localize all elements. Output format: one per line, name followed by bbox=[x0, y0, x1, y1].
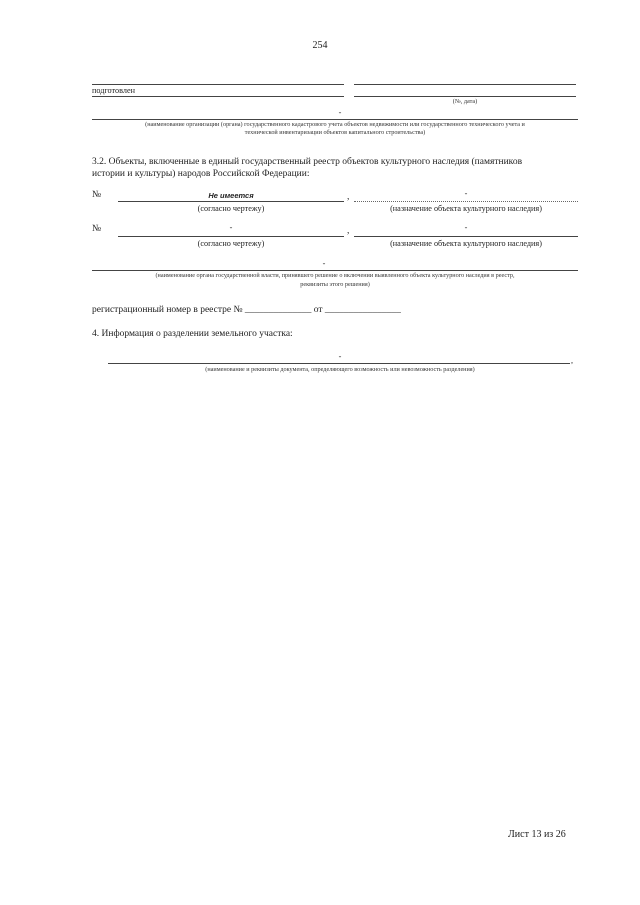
header-top-line-right bbox=[354, 84, 576, 85]
doc-number-underline bbox=[354, 96, 576, 97]
registry-number-text: регистрационный номер в реестре № ______________ от ________________ bbox=[92, 305, 401, 315]
row1-purpose-value: - bbox=[464, 189, 468, 198]
section-4-trailing-comma: , bbox=[571, 356, 574, 365]
row1-purpose-caption: (назначение объекта культурного наследия) bbox=[390, 204, 542, 213]
section-3-2-heading-line1: 3.2. Объекты, включенные в единый государственный реестр объектов культурного наследия (памятников bbox=[92, 157, 523, 167]
row2-purpose-value: - bbox=[464, 223, 468, 232]
page-number: 254 bbox=[312, 40, 328, 51]
organization-underline bbox=[92, 119, 578, 120]
organization-dash: - bbox=[338, 108, 342, 117]
row2-value: - bbox=[229, 223, 233, 232]
organization-caption-line2: технической инвентаризации объектов капитального строительства) bbox=[244, 129, 426, 136]
authority-underline bbox=[92, 270, 578, 271]
prepared-label: подготовлен bbox=[92, 86, 135, 95]
sheet-label: Лист 13 из 26 bbox=[508, 829, 566, 840]
section-3-2-heading-line2: истории и культуры) народов Российской Федерации: bbox=[92, 169, 310, 179]
row1-value-caption: (согласно чертежу) bbox=[197, 204, 265, 213]
row2-value-underline bbox=[118, 236, 344, 237]
authority-caption-line2: реквизиты этого решения) bbox=[300, 281, 370, 288]
row1-value: Не имеется bbox=[208, 191, 254, 200]
row1-number-sign: № bbox=[92, 190, 102, 200]
authority-caption-line1: (наименование органа государственной власти, принявшего решение о включении выявленного объекта культурного наследия в реестр, bbox=[155, 272, 515, 279]
prepared-underline bbox=[92, 96, 344, 97]
row1-purpose-underline bbox=[354, 201, 578, 202]
authority-dash: - bbox=[322, 259, 326, 268]
row1-separator: , bbox=[347, 192, 350, 202]
row2-purpose-caption: (назначение объекта культурного наследия) bbox=[390, 239, 542, 248]
section-4-caption: (наименование и реквизиты документа, определяющего возможность или невозможность разделения) bbox=[205, 366, 475, 373]
row2-number-sign: № bbox=[92, 224, 102, 234]
doc-number-caption: (№, дата) bbox=[452, 98, 478, 105]
row2-separator: , bbox=[347, 226, 350, 236]
row2-purpose-underline bbox=[354, 236, 578, 237]
row2-value-caption: (согласно чертежу) bbox=[197, 239, 265, 248]
header-top-line-left bbox=[92, 84, 344, 85]
organization-caption-line1: (наименование организации (органа) государственного кадастрового учета объектов недвижимости или государственного технического учета и bbox=[145, 121, 525, 128]
row1-value-underline bbox=[118, 201, 344, 202]
section-4-dash: - bbox=[338, 352, 342, 361]
section-4-underline bbox=[108, 363, 570, 364]
section-4-heading: 4. Информация о разделении земельного участка: bbox=[92, 329, 293, 339]
